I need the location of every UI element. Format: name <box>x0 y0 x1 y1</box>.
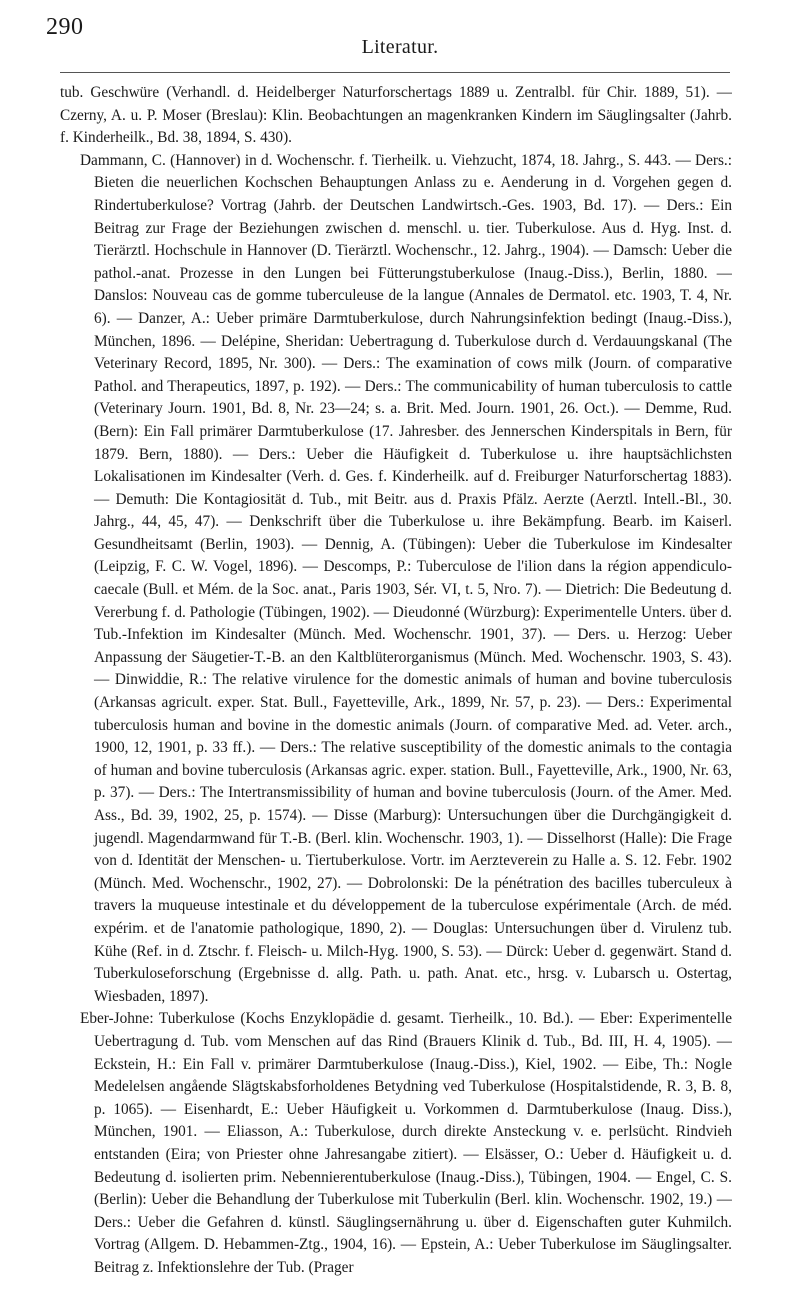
bibliography-text <box>60 82 732 1297</box>
header-rule <box>60 72 730 73</box>
page-number: 290 <box>46 14 84 40</box>
bibliography-entry-d: Dammann, C. (Hannover) in d. Wochenschr. f. Tierheilk. u. Viehzucht, 1874, 18. Jahrg., S. 443. — Ders.: Bieten die neuerlichen Kochschen Behauptungen Anlass zu e. Aenderung in d. Vorgehen gegen d. Rindertuberkulose? Vortrag (Jahrb. der Deutschen Landwirtsch.-Ges. 1903, Bd. 17). — Ders.: Ein Beitrag zur Frage der Beziehungen zwischen d. menschl. u. tier. Tuberkulose. Aus d. Hyg. Inst. d. Tierärztl. Hochschule in Hannover (D. Tierärztl. Wochenschr., 12. Jahrg., 1904). — Damsch: Ueber die pathol.-anat. Prozesse in den Lungen bei Fütterungstuberkulose (Inaug.-Diss.), Berlin, 1880. — Danslos: Nouveau cas de gomme tuberculeuse de la langue (Annales de Dermatol. etc. 1903, T. 4, Nr. 6). — Danzer, A.: Ueber primäre Darmtuberkulose, durch Nahrungsinfektion bedingt (Inaug.-Diss.), München, 1896. — Delépine, Sheridan: Uebertragung d. Tuberkulose durch d. Verdauungskanal (The Veterinary Record, 1895, Nr. 300). — Ders.: The examination of cows milk (Journ. of comparative Pathol. and Therapeutics, 1897, p. 192). — Ders.: The communicability of human tuberculosis to cattle (Veterinary Journ. 1901, Bd. 8, Nr. 23—24; s. a. Brit. Med. Journ. 1901, 26. Oct.). — Demme, Rud. (Bern): Ein Fall primärer Darmtuberkulose (17. Jahresber. des Jennerschen Kinderspitals in Bern, für 1879. Bern, 1880). — Ders.: Ueber die Häufigkeit d. Tuberkulose u. ihre hauptsächlichsten Lokalisationen im Kindesalter (Verh. d. Ges. f. Kinderheilk. auf d. Freiburger Naturforschertag 1883). — Demuth: Die Kontagiosität d. Tub., mit Beitr. aus d. Praxis Pfälz. Aerzte (Aerztl. Intell.-Bl., 30. Jahrg., 44, 45, 47). — Denkschrift über die Tuberkulose u. ihre Bekämpfung. Bearb. im Kaiserl. Gesundheitsamt (Berlin, 1903). — Dennig, A. (Tübingen): Ueber die Tuberkulose im Kindesalter (Leipzig, F. C. W. Vogel, 1896). — Descomps, P.: Tuberculose de l'ilion dans la région appendiculo-caecale (Bull. et Mém. de la Soc. anat., Paris 1903, Sér. VI, t. 5, Nro. 7). — Dietrich: Die Bedeutung d. Vererbung f. d. Pathologie (Tübingen, 1902). — Dieudonné (Würzburg): Experimentelle Unters. über d. Tub.-Infektion im Kindesalter (Münch. Med. Wochenschr. 1901, 37). — Ders. u. Herzog: Ueber Anpassung der Säugetier-T.-B. an den Kaltblüterorganismus (Münch. Med. Wochenschr. 1903, S. 43). — Dinwiddie, R.: The relative virulence for the domestic animals of human and bovine tuberculosis (Arkansas agricult. exper. Stat. Bull., Fayetteville, Ark., 1899, Nr. 57, p. 23). — Ders.: Experimental tuberculosis human and bovine in the domestic animals (Journ. of comparative Med. ad. Veter. arch., 1900, 12, 1901, p. 33 ff.). — Ders.: The relative susceptibility of the domestic animals to the contagia of human and bovine tuberculosis (Arkansas agric. exper. station. Bull., Fayetteville, Ark., 1900, Nr. 63, p. 37). — Ders.: The Intertransmissibility of human and bovine tuberculosis (Journ. of the Amer. Med. Ass., Bd. 39, 1902, 25, p. 1574). — Disse (Marburg): Untersuchungen über die Durchgängigkeit d. jugendl. Magendarmwand für T.-B. (Berl. klin. Wochenschr. 1903, 1). — Disselhorst (Halle): Die Frage von d. Identität der Menschen- u. Tiertuberkulose. Vortr. im Aerzteverein zu Halle a. S. 12. Febr. 1902 (Münch. Med. Wochenschr., 1902, 27). — Dobrolonski: De la pénétration des bacilles tuberculeux à travers la muqueuse intestinale et du développement de la tuberculose expérimentale (Arch. de méd. expérim. et de l'anatomie pathologique, 1890, 2). — Douglas: Untersuchungen über d. Virulenz tub. Kühe (Ref. in d. Ztschr. f. Fleisch- u. Milch-Hyg. 1900, S. 53). — Dürck: Ueber d. gegenwärt. Stand d. Tuberkuloseforschung (Ergebnisse d. allg. Path. u. path. Anat. etc., hrsg. v. Lubarsch u. Ostertag, Wiesbaden, 1897). <box>80 151 732 1005</box>
bibliography-entry-continuation: tub. Geschwüre (Verhandl. d. Heidelberger Naturforschertags 1889 u. Zentralbl. für Chir. 1889, 51). — Czerny, A. u. P. Moser (Breslau): Klin. Beobachtungen an magenkranken Kindern im Säuglingsalter (Jahrb. f. Kinderheilk., Bd. 38, 1894, S. 430). <box>60 84 732 147</box>
running-head: Literatur. <box>361 36 439 58</box>
bibliography-entry-e: Eber-Johne: Tuberkulose (Kochs Enzyklopädie d. gesamt. Tierheilk., 10. Bd.). — Eber: Experimentelle Uebertragung d. Tub. vom Menschen auf das Rind (Brauers Klinik d. Tub., Bd. III, H. 4, 1905). — Eckstein, H.: Ein Fall v. primärer Darmtuberkulose (Inaug.-Diss.), Kiel, 1902. — Eibe, Th.: Nogle Medelelsen angående Slägtskabsforholdenes Betydning ved Tuberkulose (Hospitalstidende, R. 3, B. 8, p. 1065). — Eisenhardt, E.: Ueber Häufigkeit u. Vorkommen d. Darmtuberkulose (Inaug. Diss.), München, 1901. — Eliasson, A.: Tuberkulose, durch direkte Ansteckung v. e. perlsücht. Rindvieh entstanden (Eira; von Priester ohne Jahresangabe zitiert). — Elsässer, O.: Ueber d. Häufigkeit u. d. Bedeutung d. isolierten prim. Nebennierentuberkulose (Inaug.-Diss.), Tübingen, 1904. — Engel, C. S. (Berlin): Ueber die Behandlung der Tuberkulose mit Tuberkulin (Berl. klin. Wochenschr. 1902, 19.) — Ders.: Ueber die Gefahren d. künstl. Säuglingsernährung u. über d. Eigenschaften guter Kuhmilch. Vortrag (Allgem. D. Hebammen-Ztg., 1904, 16). — Epstein, A.: Ueber Tuberkulose im Säuglingsalter. Beitrag z. Infektionslehre der Tub. (Prager <box>80 1010 732 1276</box>
